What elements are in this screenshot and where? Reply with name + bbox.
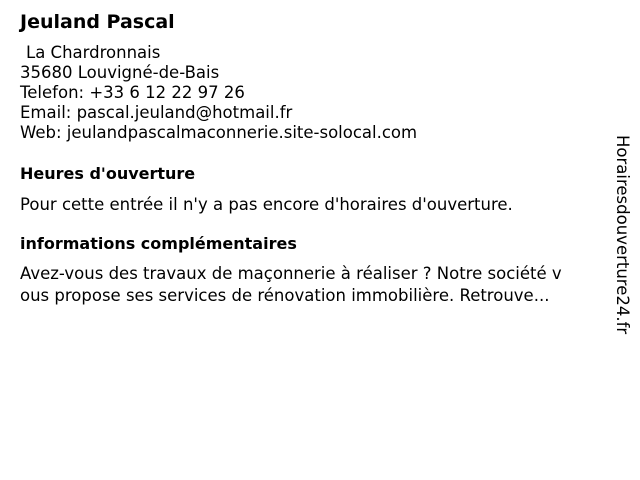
additional-info-heading: informations complémentaires xyxy=(20,234,297,253)
postal-city: 35680 Louvigné-de-Bais xyxy=(20,63,220,82)
phone-number: Telefon: +33 6 12 22 97 26 xyxy=(20,83,245,102)
additional-info-line: Avez-vous des travaux de maçonnerie à réaliser ? Notre société v xyxy=(20,264,562,283)
business-name: Jeuland Pascal xyxy=(20,11,175,33)
additional-info-text xyxy=(20,263,562,307)
email-address: Email: pascal.jeuland@hotmail.fr xyxy=(20,103,293,122)
contact-block xyxy=(20,43,417,143)
street-address: La Chardronnais xyxy=(26,43,161,62)
website-address: Web: jeulandpascalmaconnerie.site-solocal.com xyxy=(20,123,418,142)
opening-hours-text: Pour cette entrée il n'y a pas encore d'horaires d'ouverture. xyxy=(20,195,513,214)
additional-info-line: ous propose ses services de rénovation immobilière. Retrouve... xyxy=(20,286,550,305)
opening-hours-heading: Heures d'ouverture xyxy=(20,164,196,183)
site-watermark: Horairesdouverture24.fr xyxy=(613,135,632,335)
